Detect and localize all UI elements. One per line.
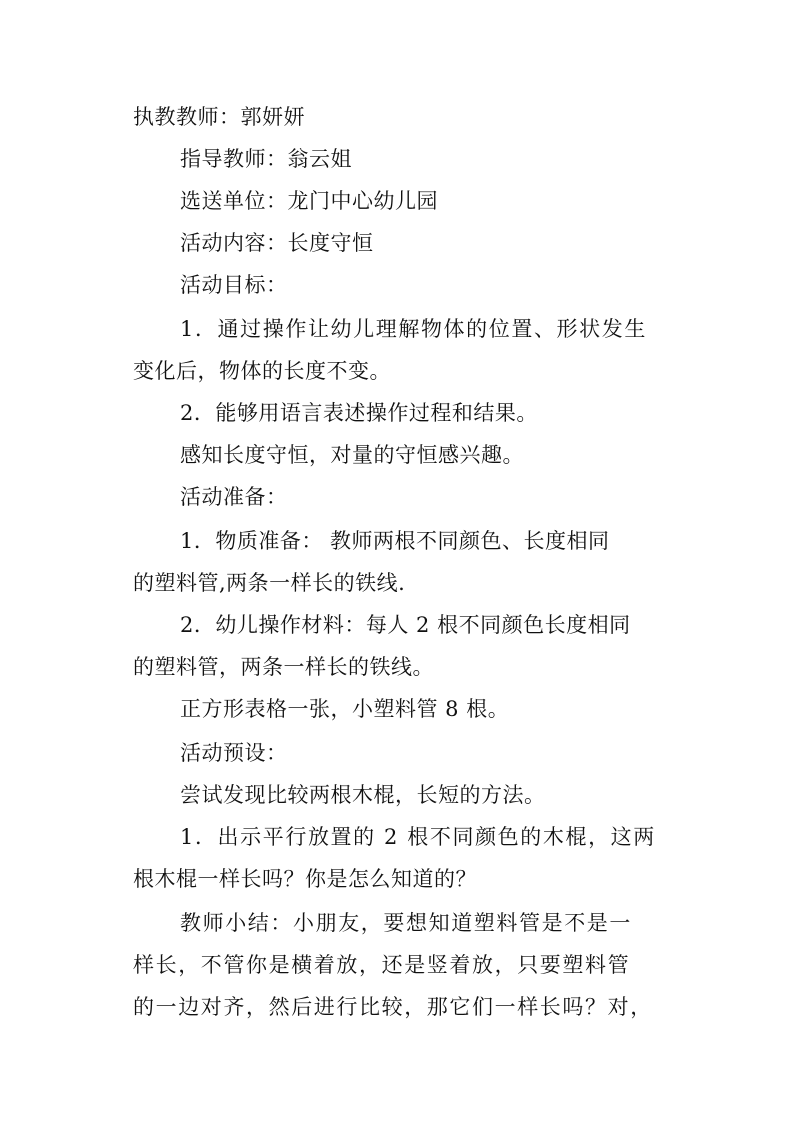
preset-intro: 尝试发现比较两根木棍，长短的方法。	[180, 783, 546, 807]
prep-item-2-cont: 的塑料管，两条一样长的铁线。	[133, 655, 434, 679]
prep-heading: 活动准备：	[180, 485, 288, 509]
prep-item-1-cont: 的塑料管,两条一样长的铁线.	[133, 571, 406, 595]
prep-item-1: 1．物质准备： 教师两根不同颜色、长度相同	[180, 529, 610, 553]
preset-item-1-cont: 根木棍一样长吗？你是怎么知道的？	[133, 867, 477, 891]
goal-item-1: 1．通过操作让幼儿理解物体的位置、形状发生	[180, 317, 647, 341]
goal-heading: 活动目标：	[180, 273, 288, 297]
content-line: 活动内容：长度守恒	[180, 231, 374, 255]
prep-item-2: 2．幼儿操作材料：每人 2 根不同颜色长度相同	[180, 613, 631, 637]
preset-item-1: 1．出示平行放置的 2 根不同颜色的木棍，这两	[180, 825, 656, 849]
prep-item-3: 正方形表格一张，小塑料管 8 根。	[180, 697, 510, 721]
goal-item-1-cont: 变化后，物体的长度不变。	[133, 359, 391, 383]
unit-line: 选送单位：龙门中心幼儿园	[180, 189, 438, 213]
goal-item-3: 感知长度守恒，对量的守恒感兴趣。	[180, 443, 524, 467]
teacher-line: 执教教师：郭妍妍	[133, 105, 305, 129]
summary-line-1: 教师小结：小朋友，要想知道塑料管是不是一	[180, 911, 632, 935]
advisor-line: 指导教师：翁云姐	[180, 147, 352, 171]
summary-line-3: 的一边对齐，然后进行比较，那它们一样长吗？对，	[133, 995, 653, 1019]
preset-heading: 活动预设：	[180, 741, 288, 765]
goal-item-2: 2．能够用语言表述操作过程和结果。	[180, 401, 538, 425]
summary-line-2: 样长，不管你是横着放，还是竖着放，只要塑料管	[133, 953, 631, 977]
